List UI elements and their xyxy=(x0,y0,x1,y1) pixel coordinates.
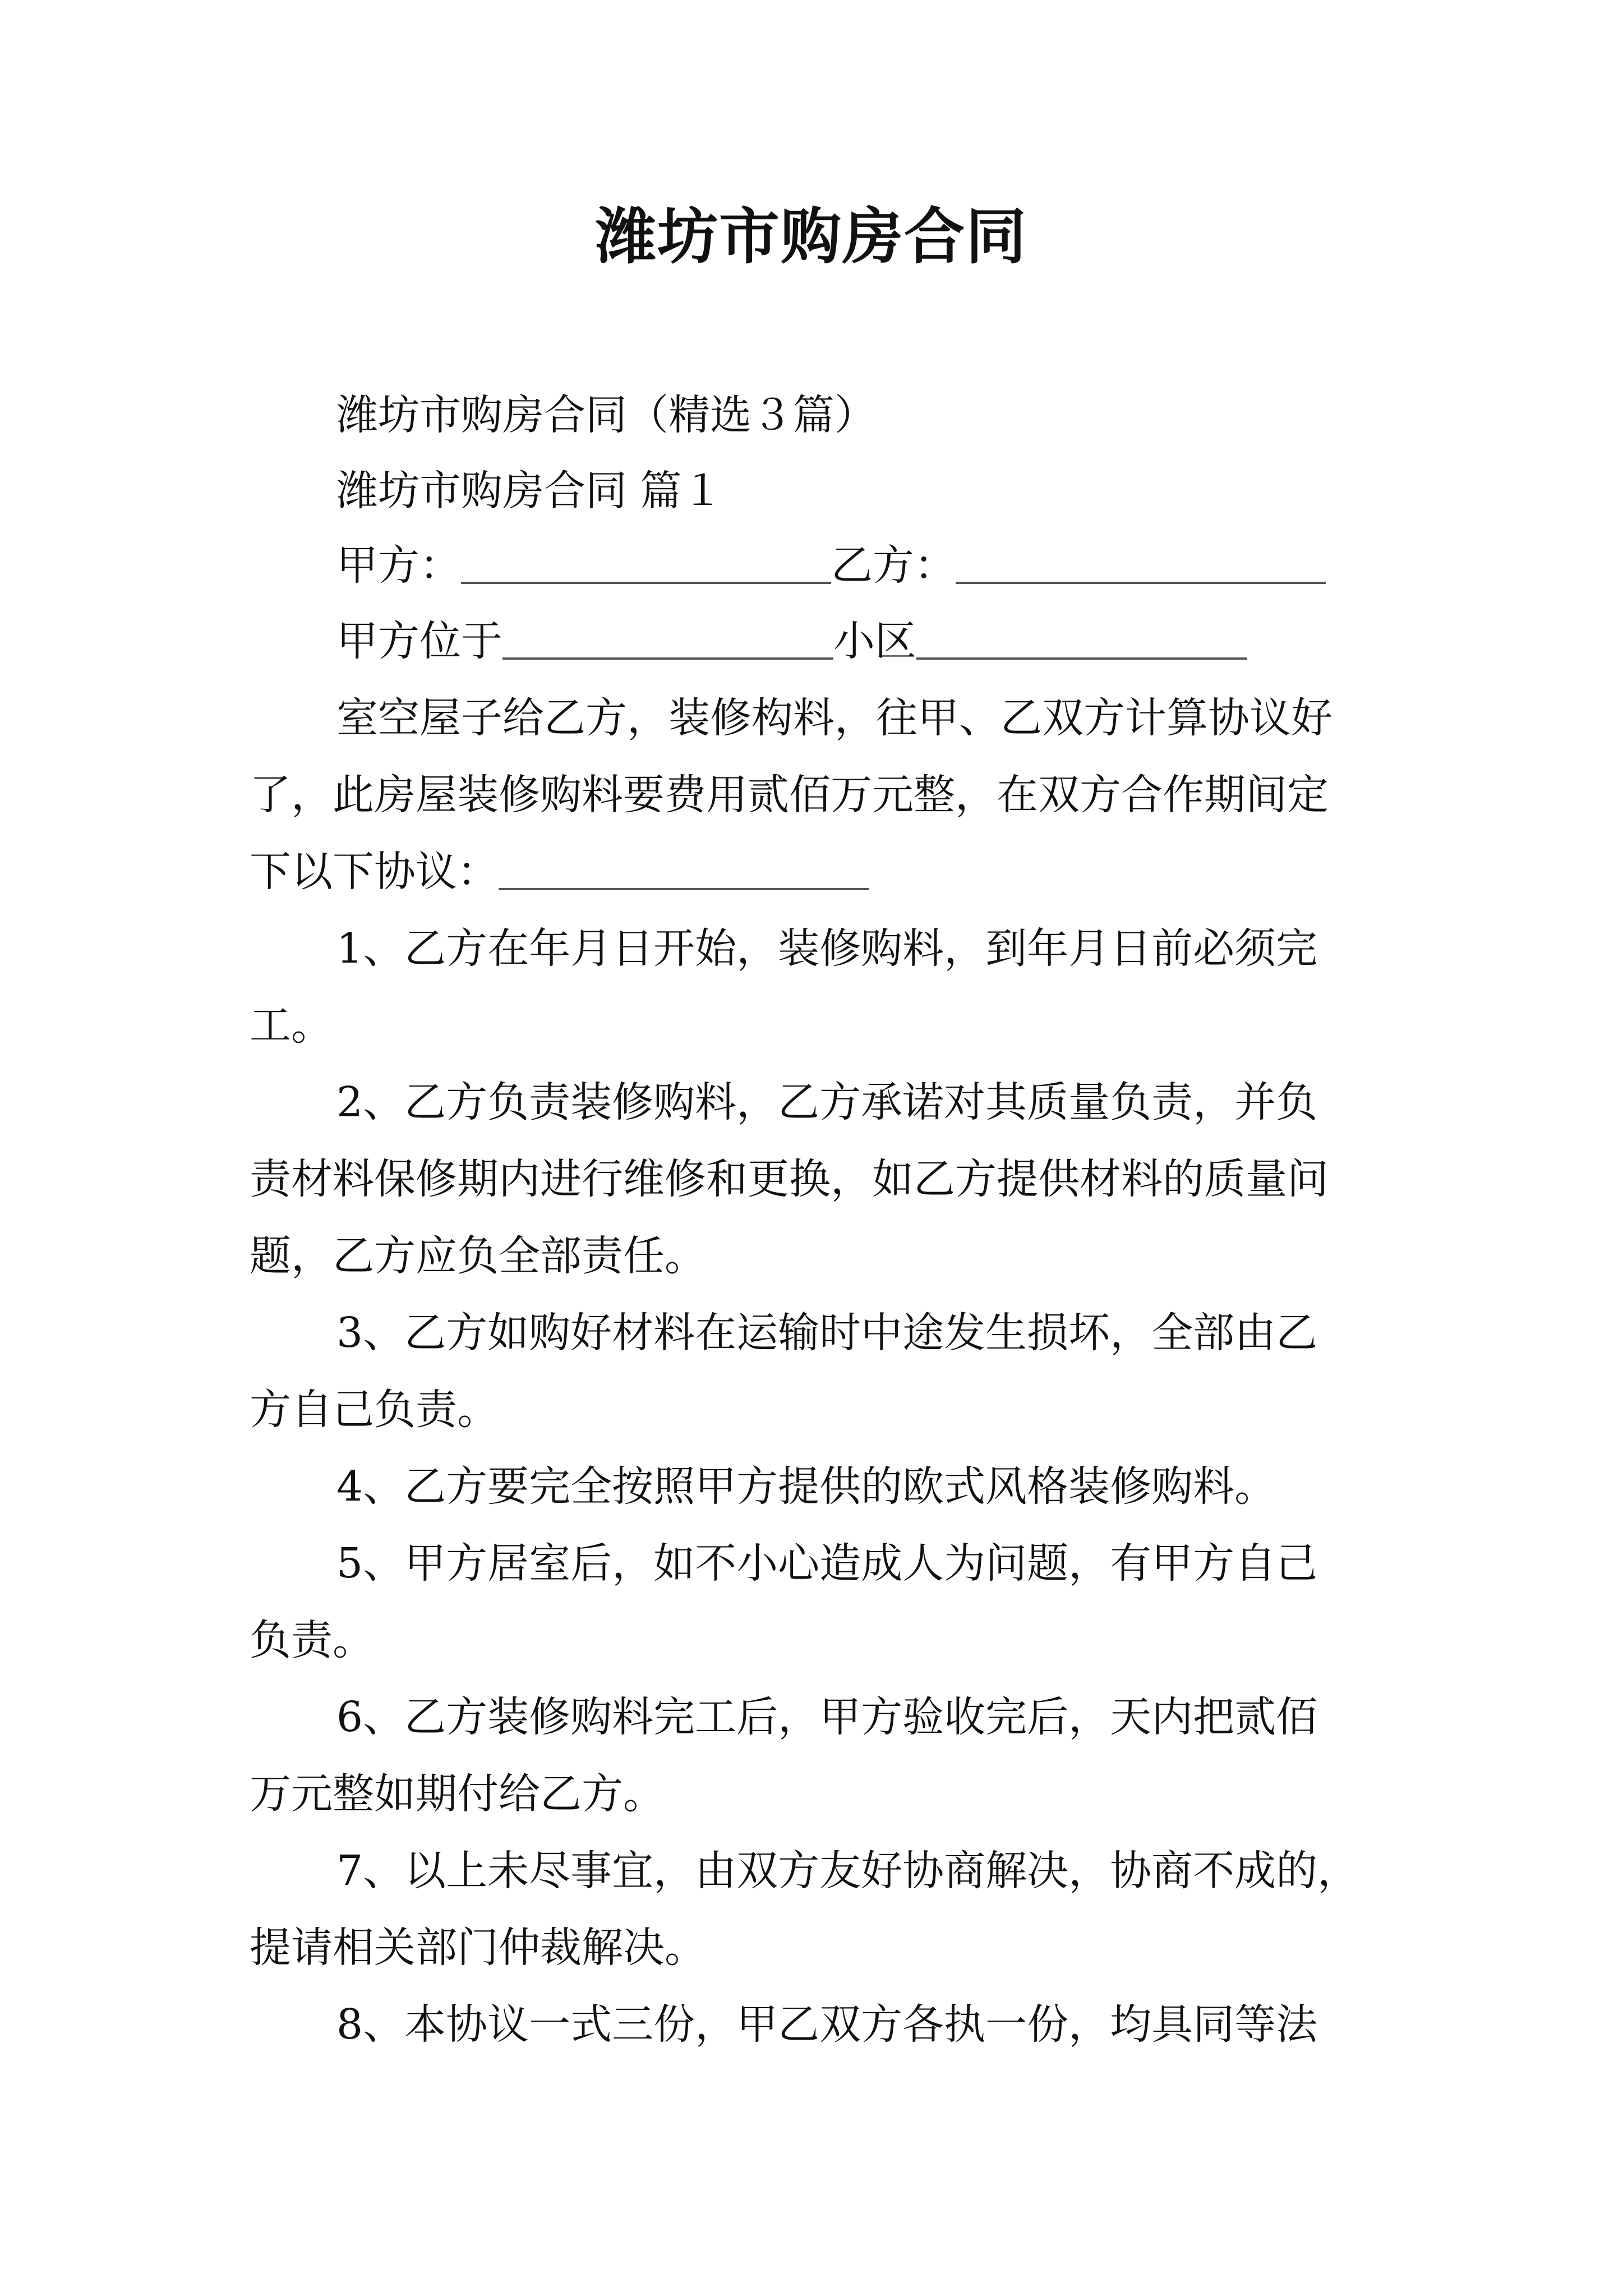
clause-1-line-2: 工。 xyxy=(250,1001,333,1050)
clause-7-line-2: 提请相关部门仲裁解决。 xyxy=(250,1924,706,1972)
location-line xyxy=(336,613,1247,669)
intro-line-2: 了，此房屋装修购料要费用贰佰万元整，在双方合作期间定 xyxy=(250,771,1329,819)
party-b-blank xyxy=(956,542,1326,584)
party-a-blank xyxy=(461,542,831,584)
intro-line-3-text: 下以下协议： xyxy=(250,848,499,896)
section-heading: 潍坊市购房合同 篇１ xyxy=(336,467,723,515)
clause-4-line-1: 4、乙方要完全按照甲方提供的欧式风格装修购料。 xyxy=(336,1462,1276,1511)
clause-6-line-1: 6、乙方装修购料完工后，甲方验收完后，天内把贰佰 xyxy=(336,1693,1318,1741)
document-title: 潍坊市购房合同 xyxy=(595,201,1027,272)
intro-line-3 xyxy=(250,844,869,900)
party-a-label: 甲方： xyxy=(336,541,461,590)
clause-1-line-1: 1、乙方在年月日开始，装修购料，到年月日前必须完 xyxy=(336,924,1318,973)
document-subtitle: 潍坊市购房合同（精选３篇） xyxy=(336,391,876,439)
location-middle: 小区 xyxy=(833,617,916,665)
clause-3-line-2: 方自己负责。 xyxy=(250,1386,499,1434)
intro-line-1: 室空屋子给乙方，装修构料，往甲、乙双方计算协议好 xyxy=(336,694,1332,742)
clause-5-line-1: 5、甲方居室后，如不小心造成人为问题，有甲方自己 xyxy=(336,1539,1318,1588)
location-blank-1 xyxy=(502,618,833,660)
clause-6-line-2: 万元整如期付给乙方。 xyxy=(250,1770,665,1818)
party-b-label: 乙方： xyxy=(831,541,956,590)
clause-2-line-2: 责材料保修期内进行维修和更换，如乙方提供材料的质量问 xyxy=(250,1155,1329,1203)
location-prefix: 甲方位于 xyxy=(336,617,502,665)
party-line xyxy=(336,537,1326,593)
clause-7-line-1: 7、以上未尽事宜，由双方友好协商解决，协商不成的， xyxy=(336,1847,1359,1895)
clause-2-line-1: 2、乙方负责装修购料，乙方承诺对其质量负责，并负 xyxy=(336,1078,1318,1126)
agreement-blank xyxy=(499,849,869,890)
clause-8-line-1: 8、本协议一式三份，甲乙双方各执一份，均具同等法 xyxy=(336,2000,1318,2049)
clause-3-line-1: 3、乙方如购好材料在运输时中途发生损坏，全部由乙 xyxy=(336,1309,1318,1357)
clause-5-line-2: 负责。 xyxy=(250,1616,374,1664)
clause-2-line-3: 题，乙方应负全部责任。 xyxy=(250,1232,706,1280)
location-blank-2 xyxy=(916,618,1247,660)
